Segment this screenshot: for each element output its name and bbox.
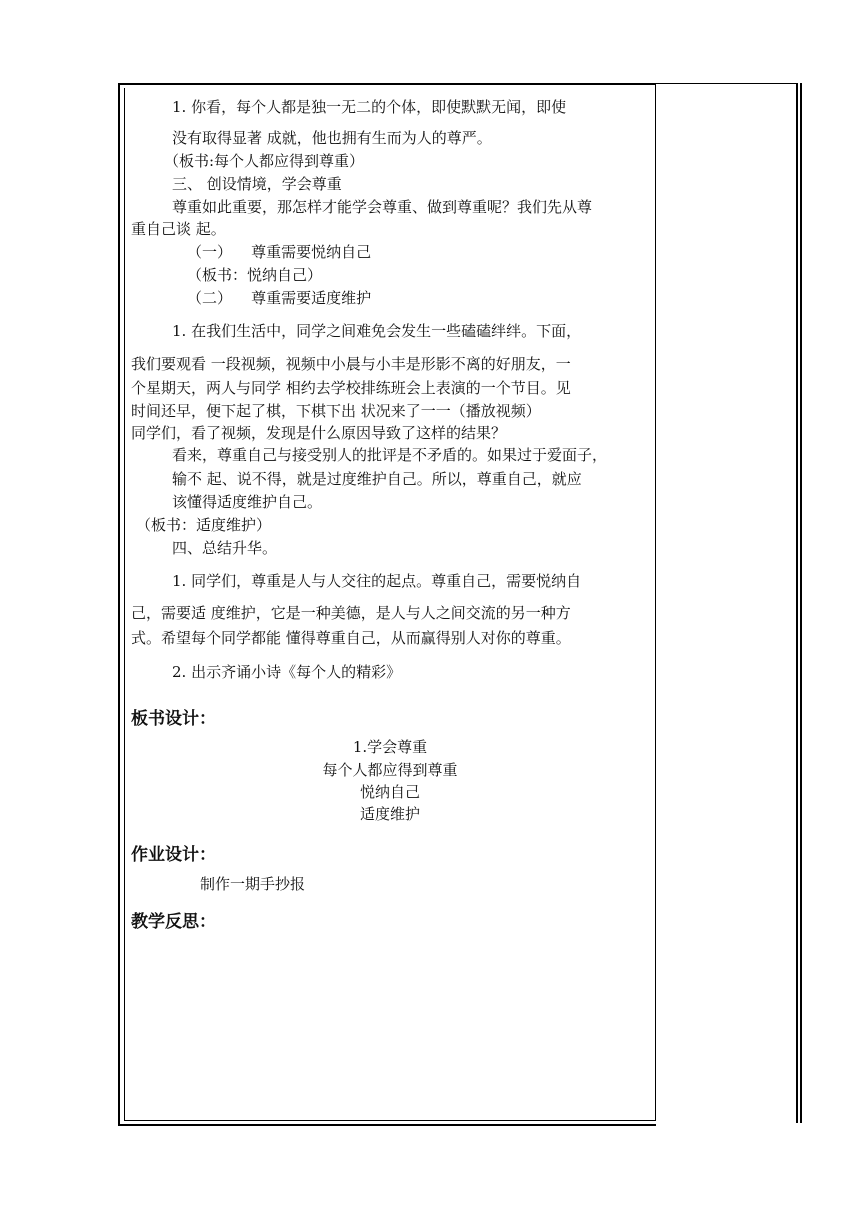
paragraph-4-line-2: 输不 起、说不得，就是过度维护自己。所以，尊重自己，就应 [172,470,582,488]
table-right-top-border [655,83,797,84]
table-bottom-border-outer [118,1124,656,1126]
board-line-3: 悦纳自己 [359,783,420,801]
paragraph-1-line-1: 1. 你看，每个人都是独一无二的个体，即使默默无闻，即使 [172,98,567,116]
section-3-heading: 三、 创设情境，学会尊重 [172,175,342,193]
paragraph-5-line-1: 1. 同学们，尊重是人与人交往的起点。尊重自己，需要悦纳自 [172,572,582,590]
paragraph-3-line-2: 我们要观看 一段视频，视频中小晨与小丰是形影不离的好朋友，一 [131,355,571,373]
board-note-1: （板书:每个人都应得到尊重） [164,152,365,170]
subsection-1: （一） 尊重需要悦纳自己 [187,243,372,261]
paragraph-4-line-3: 该懂得适度维护自己。 [172,493,323,511]
board-note-2: （板书：悦纳自己） [187,266,323,284]
subsection-2: （二） 尊重需要适度维护 [187,289,372,307]
board-line-1: 1.学会尊重 [352,738,428,756]
section-4-heading: 四、总结升华。 [172,539,278,557]
paragraph-5-line-2: 己，需要适 度维护，它是一种美德，是人与人之间交流的另一种方 [131,604,571,622]
table-right-border-inner [796,83,798,1123]
board-design-heading: 板书设计： [131,709,216,729]
paragraph-4-line-1: 看来，尊重自己与接受别人的批评是不矛盾的。如果过于爱面子， [172,446,608,464]
table-right-border-outer [800,83,802,1123]
board-note-3: （板书：适度维护） [136,516,272,534]
paragraph-3-line-5: 同学们，看了视频，发现是什么原因导致了这样的结果？ [131,424,507,442]
table-column-divider [655,83,656,1121]
board-line-4: 适度维护 [359,805,420,823]
paragraph-5-line-3: 式。希望每个同学都能 懂得尊重自己，从而赢得别人对你的尊重。 [131,629,571,647]
homework-content: 制作一期手抄报 [200,875,306,893]
homework-heading: 作业设计： [131,845,216,865]
paragraph-6: 2. 出示齐诵小诗《每个人的精彩》 [172,663,402,681]
paragraph-1-line-2: 没有取得显著 成就，他也拥有生而为人的尊严。 [172,129,492,147]
table-bottom-border-inner [124,1120,656,1121]
paragraph-2-line-1: 尊重如此重要，那怎样才能学会尊重、做到尊重呢？我们先从尊 [172,198,593,216]
table-left-border-outer [118,83,120,1126]
paragraph-3-line-1: 1. 在我们生活中，同学之间难免会发生一些磕磕绊绊。下面， [172,322,582,340]
paragraph-2-line-2: 重自己谈 起。 [131,220,226,238]
table-left-border-inner [124,88,125,1121]
paragraph-3-line-3: 个星期天，两人与同学 相约去学校排练班会上表演的一个节目。见 [131,379,571,397]
board-line-2: 每个人都应得到尊重 [322,761,458,779]
table-top-border [118,83,656,85]
reflection-heading: 教学反思： [131,912,216,932]
paragraph-3-line-4: 时间还早，便下起了棋，下棋下出 状况来了一一（播放视频） [131,402,541,420]
